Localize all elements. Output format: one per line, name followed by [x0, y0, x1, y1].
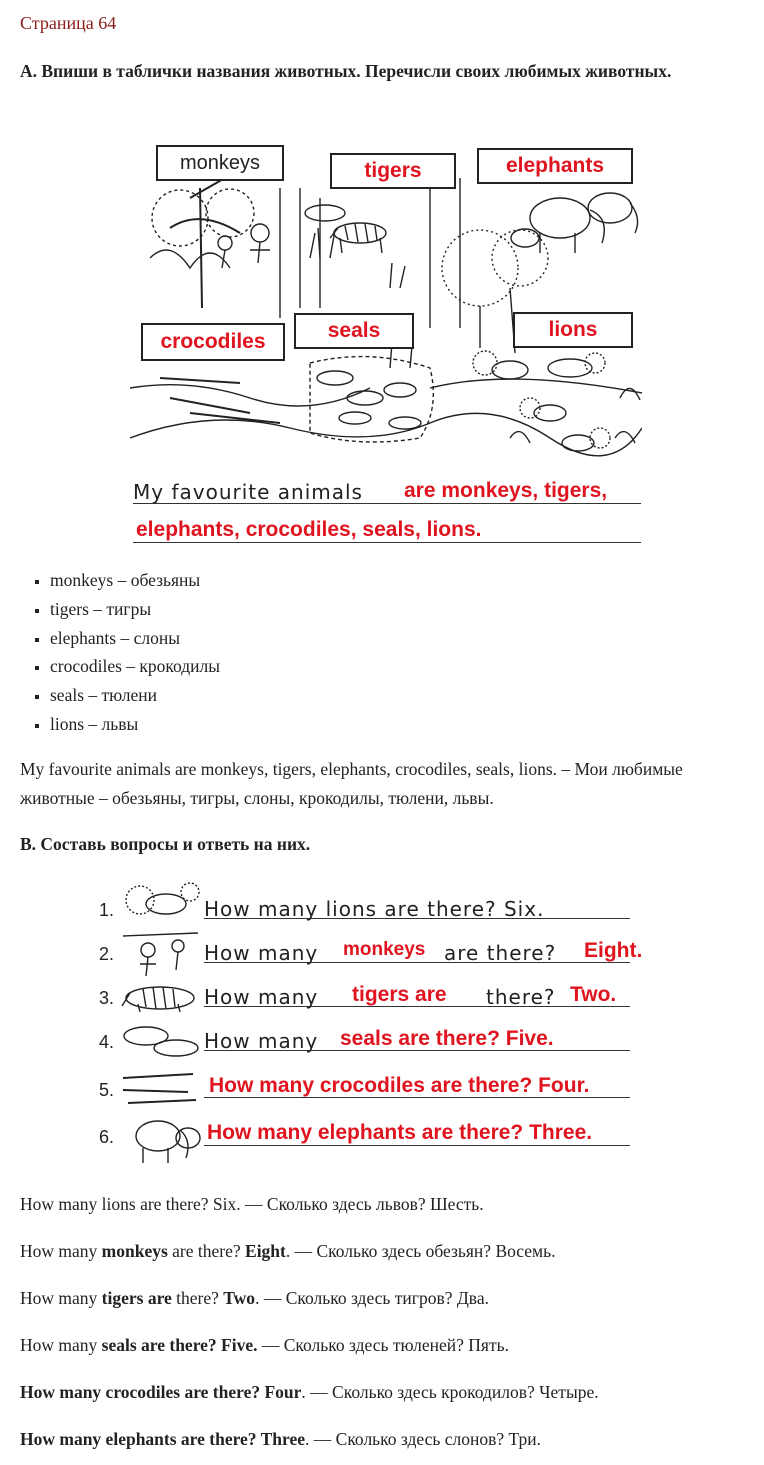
list-item: ▪ elephants – слоны [50, 624, 220, 653]
exercise-num-4: 4. [99, 1032, 115, 1052]
page-link[interactable]: Страница 64 [20, 13, 117, 33]
exercise-2-answer-a: monkeys [343, 939, 426, 960]
exercise-num-5: 5. [99, 1080, 115, 1100]
list-item: ▪ monkeys – обезьяны [50, 566, 220, 595]
exercise-4-prefix: How many [204, 1029, 319, 1053]
section-b-heading: B. Составь вопросы и ответь на них. [20, 834, 311, 854]
exercise-num-2: 2. [99, 944, 115, 964]
answer-2: How many monkeys are there? Eight. — Сколько здесь обезьян? Восемь. [20, 1241, 556, 1261]
exercise-2-prefix: How many [204, 941, 319, 965]
answer-1: How many lions are there? Six. — Сколько здесь львов? Шесть. [20, 1194, 484, 1214]
answer-rule-2 [133, 542, 641, 543]
favourite-answer-line2: elephants, crocodiles, seals, lions. [136, 518, 482, 541]
favourite-paragraph: My favourite animals are monkeys, tigers, elephants, crocodiles, seals, lions. – Мои любимые животные – обезьяны, тигры, слоны, крокодилы, тюлени, львы. [20, 759, 683, 808]
exercise-1-question: How many lions are there? Six. [204, 897, 545, 921]
list-item: ▪ crocodiles – крокодилы [50, 652, 220, 681]
sign-tigers: tigers [330, 153, 456, 189]
exercise-rule-5 [204, 1097, 630, 1098]
list-item: ▪ tigers – тигры [50, 595, 220, 624]
sign-seals: seals [294, 313, 414, 349]
section-a-heading: A. Впиши в таблички названия животных. Перечисли своих любимых животных. [20, 61, 672, 81]
exercise-num-6: 6. [99, 1127, 115, 1147]
exercise-6-answer: How many elephants are there? Three. [207, 1121, 593, 1144]
favourite-answer-line1: are monkeys, tigers, [404, 479, 608, 502]
exercise-3-middle: there? [486, 985, 556, 1009]
answer-4: How many seals are there? Five. — Сколько здесь тюленей? Пять. [20, 1335, 509, 1355]
exercise-num-1: 1. [99, 900, 115, 920]
exercise-4-answer: seals are there? Five. [340, 1027, 554, 1050]
favourite-prefix: My favourite animals [133, 480, 363, 504]
vocab-list [30, 566, 220, 739]
exercise-rule-1 [204, 918, 630, 919]
list-item: ▪ seals – тюлени [50, 681, 220, 710]
sign-lions: lions [513, 312, 633, 348]
animal-icons-column [118, 878, 204, 1168]
sign-elephants: elephants [477, 148, 633, 184]
answer-3: How many tigers are there? Two. — Сколько здесь тигров? Два. [20, 1288, 489, 1308]
exercise-rule-2 [204, 962, 630, 963]
exercise-3-answer-a: tigers are [352, 983, 447, 1006]
sign-crocodiles: crocodiles [141, 323, 285, 361]
sign-monkeys: monkeys [156, 145, 284, 181]
exercise-rule-6 [204, 1145, 630, 1146]
exercise-rule-3 [204, 1006, 630, 1007]
exercise-2-answer-b: Eight. [584, 939, 643, 962]
exercise-3-prefix: How many [204, 985, 319, 1009]
list-item: ▪ lions – львы [50, 710, 220, 739]
answer-rule-1 [133, 503, 641, 504]
answer-6: How many elephants are there? Three. — Сколько здесь слонов? Три. [20, 1429, 542, 1449]
exercise-num-3: 3. [99, 988, 115, 1008]
exercise-2-middle: are there? [444, 941, 557, 965]
exercise-3-answer-b: Two. [570, 983, 617, 1006]
exercise-rule-4 [204, 1050, 630, 1051]
answer-5: How many crocodiles are there? Four. — Сколько здесь крокодилов? Четыре. [20, 1382, 599, 1402]
exercise-5-answer: How many crocodiles are there? Four. [209, 1074, 590, 1097]
